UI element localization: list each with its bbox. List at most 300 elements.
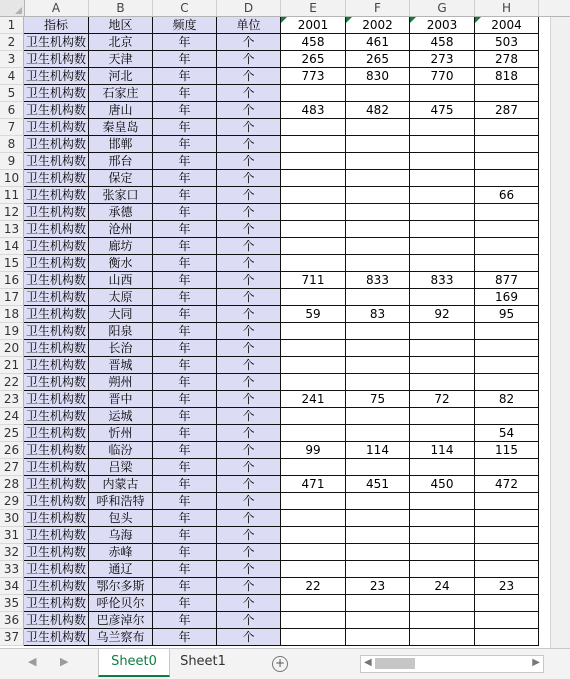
value-cell[interactable]: [475, 255, 539, 272]
value-cell[interactable]: 773: [281, 68, 346, 85]
unit-cell[interactable]: 个: [217, 153, 281, 170]
region-cell[interactable]: 吕梁: [89, 459, 153, 476]
value-cell[interactable]: [475, 374, 539, 391]
region-cell[interactable]: 石家庄: [89, 85, 153, 102]
value-cell[interactable]: 75: [346, 391, 410, 408]
value-cell[interactable]: 95: [475, 306, 539, 323]
unit-cell[interactable]: 个: [217, 187, 281, 204]
column-header-f[interactable]: F: [346, 0, 410, 16]
unit-cell[interactable]: 个: [217, 425, 281, 442]
value-cell[interactable]: [281, 374, 346, 391]
value-cell[interactable]: [410, 119, 475, 136]
value-cell[interactable]: 24: [410, 578, 475, 595]
frequency-cell[interactable]: 年: [153, 442, 217, 459]
indicator-cell[interactable]: 卫生机构数: [24, 170, 89, 187]
unit-cell[interactable]: 个: [217, 561, 281, 578]
value-cell[interactable]: 833: [410, 272, 475, 289]
value-cell[interactable]: [475, 153, 539, 170]
next-sheet-icon[interactable]: ▶: [60, 655, 69, 668]
indicator-cell[interactable]: 卫生机构数: [24, 85, 89, 102]
value-cell[interactable]: [475, 221, 539, 238]
value-cell[interactable]: [475, 119, 539, 136]
value-cell[interactable]: [475, 595, 539, 612]
row-header[interactable]: 6: [0, 102, 24, 119]
vertical-scrollbar[interactable]: [550, 17, 570, 648]
value-cell[interactable]: 503: [475, 34, 539, 51]
region-cell[interactable]: 朔州: [89, 374, 153, 391]
row-header[interactable]: 7: [0, 119, 24, 136]
region-cell[interactable]: 巴彦淖尔: [89, 612, 153, 629]
value-cell[interactable]: [410, 170, 475, 187]
indicator-cell[interactable]: 卫生机构数: [24, 612, 89, 629]
region-cell[interactable]: 大同: [89, 306, 153, 323]
value-cell[interactable]: [410, 595, 475, 612]
indicator-cell[interactable]: 卫生机构数: [24, 323, 89, 340]
value-cell[interactable]: 287: [475, 102, 539, 119]
value-cell[interactable]: 471: [281, 476, 346, 493]
unit-cell[interactable]: 个: [217, 221, 281, 238]
value-cell[interactable]: [475, 408, 539, 425]
value-cell[interactable]: 451: [346, 476, 410, 493]
row-header[interactable]: 30: [0, 510, 24, 527]
indicator-cell[interactable]: 卫生机构数: [24, 408, 89, 425]
frequency-cell[interactable]: 年: [153, 629, 217, 646]
region-cell[interactable]: 阳泉: [89, 323, 153, 340]
unit-cell[interactable]: 个: [217, 119, 281, 136]
value-cell[interactable]: [346, 85, 410, 102]
value-cell[interactable]: [281, 493, 346, 510]
unit-cell[interactable]: 个: [217, 493, 281, 510]
indicator-cell[interactable]: 卫生机构数: [24, 459, 89, 476]
value-cell[interactable]: [410, 323, 475, 340]
header-year[interactable]: 2001: [281, 17, 346, 34]
column-header-b[interactable]: B: [89, 0, 153, 16]
indicator-cell[interactable]: 卫生机构数: [24, 187, 89, 204]
unit-cell[interactable]: 个: [217, 629, 281, 646]
indicator-cell[interactable]: 卫生机构数: [24, 340, 89, 357]
scroll-thumb[interactable]: [375, 658, 415, 669]
value-cell[interactable]: [410, 255, 475, 272]
value-cell[interactable]: [475, 238, 539, 255]
frequency-cell[interactable]: 年: [153, 544, 217, 561]
value-cell[interactable]: [281, 459, 346, 476]
unit-cell[interactable]: 个: [217, 102, 281, 119]
value-cell[interactable]: [475, 340, 539, 357]
value-cell[interactable]: [410, 612, 475, 629]
value-cell[interactable]: 23: [475, 578, 539, 595]
frequency-cell[interactable]: 年: [153, 408, 217, 425]
unit-cell[interactable]: 个: [217, 85, 281, 102]
region-cell[interactable]: 廊坊: [89, 238, 153, 255]
region-cell[interactable]: 天津: [89, 51, 153, 68]
value-cell[interactable]: [475, 459, 539, 476]
value-cell[interactable]: 450: [410, 476, 475, 493]
value-cell[interactable]: [346, 255, 410, 272]
value-cell[interactable]: [281, 238, 346, 255]
row-header[interactable]: 25: [0, 425, 24, 442]
unit-cell[interactable]: 个: [217, 527, 281, 544]
value-cell[interactable]: 278: [475, 51, 539, 68]
region-cell[interactable]: 张家口: [89, 187, 153, 204]
value-cell[interactable]: [281, 408, 346, 425]
region-cell[interactable]: 晋城: [89, 357, 153, 374]
column-header-c[interactable]: C: [153, 0, 217, 16]
unit-cell[interactable]: 个: [217, 510, 281, 527]
value-cell[interactable]: [410, 153, 475, 170]
value-cell[interactable]: [346, 170, 410, 187]
value-cell[interactable]: [475, 629, 539, 646]
value-cell[interactable]: 115: [475, 442, 539, 459]
unit-cell[interactable]: 个: [217, 578, 281, 595]
value-cell[interactable]: 461: [346, 34, 410, 51]
value-cell[interactable]: 472: [475, 476, 539, 493]
row-header[interactable]: 32: [0, 544, 24, 561]
value-cell[interactable]: [410, 408, 475, 425]
value-cell[interactable]: [410, 357, 475, 374]
value-cell[interactable]: [346, 629, 410, 646]
value-cell[interactable]: [475, 170, 539, 187]
frequency-cell[interactable]: 年: [153, 340, 217, 357]
row-header[interactable]: 16: [0, 272, 24, 289]
frequency-cell[interactable]: 年: [153, 561, 217, 578]
horizontal-scrollbar[interactable]: [360, 655, 544, 673]
value-cell[interactable]: [346, 612, 410, 629]
value-cell[interactable]: 59: [281, 306, 346, 323]
indicator-cell[interactable]: 卫生机构数: [24, 153, 89, 170]
row-header[interactable]: 14: [0, 238, 24, 255]
region-cell[interactable]: 唐山: [89, 102, 153, 119]
value-cell[interactable]: 770: [410, 68, 475, 85]
row-header[interactable]: 24: [0, 408, 24, 425]
value-cell[interactable]: [346, 238, 410, 255]
frequency-cell[interactable]: 年: [153, 323, 217, 340]
row-header[interactable]: 23: [0, 391, 24, 408]
unit-cell[interactable]: 个: [217, 255, 281, 272]
frequency-cell[interactable]: 年: [153, 34, 217, 51]
region-cell[interactable]: 秦皇岛: [89, 119, 153, 136]
row-header[interactable]: 2: [0, 34, 24, 51]
unit-cell[interactable]: 个: [217, 612, 281, 629]
value-cell[interactable]: 458: [410, 34, 475, 51]
row-header[interactable]: 8: [0, 136, 24, 153]
region-cell[interactable]: 临汾: [89, 442, 153, 459]
value-cell[interactable]: [281, 527, 346, 544]
column-header-e[interactable]: E: [281, 0, 346, 16]
column-header-g[interactable]: G: [410, 0, 475, 16]
row-header[interactable]: 5: [0, 85, 24, 102]
add-sheet-icon[interactable]: +: [272, 656, 288, 672]
value-cell[interactable]: [346, 374, 410, 391]
region-cell[interactable]: 沧州: [89, 221, 153, 238]
region-cell[interactable]: 呼伦贝尔: [89, 595, 153, 612]
value-cell[interactable]: [281, 85, 346, 102]
value-cell[interactable]: 99: [281, 442, 346, 459]
row-header[interactable]: 12: [0, 204, 24, 221]
value-cell[interactable]: [410, 204, 475, 221]
region-cell[interactable]: 通辽: [89, 561, 153, 578]
indicator-cell[interactable]: 卫生机构数: [24, 136, 89, 153]
region-cell[interactable]: 乌海: [89, 527, 153, 544]
value-cell[interactable]: [410, 561, 475, 578]
indicator-cell[interactable]: 卫生机构数: [24, 578, 89, 595]
value-cell[interactable]: [281, 561, 346, 578]
value-cell[interactable]: 265: [346, 51, 410, 68]
frequency-cell[interactable]: 年: [153, 204, 217, 221]
row-header[interactable]: 35: [0, 595, 24, 612]
indicator-cell[interactable]: 卫生机构数: [24, 51, 89, 68]
unit-cell[interactable]: 个: [217, 391, 281, 408]
indicator-cell[interactable]: 卫生机构数: [24, 289, 89, 306]
indicator-cell[interactable]: 卫生机构数: [24, 595, 89, 612]
unit-cell[interactable]: 个: [217, 204, 281, 221]
value-cell[interactable]: 273: [410, 51, 475, 68]
value-cell[interactable]: [475, 204, 539, 221]
value-cell[interactable]: 54: [475, 425, 539, 442]
value-cell[interactable]: [410, 289, 475, 306]
value-cell[interactable]: [281, 340, 346, 357]
indicator-cell[interactable]: 卫生机构数: [24, 629, 89, 646]
indicator-cell[interactable]: 卫生机构数: [24, 561, 89, 578]
value-cell[interactable]: [281, 629, 346, 646]
value-cell[interactable]: [346, 493, 410, 510]
region-cell[interactable]: 保定: [89, 170, 153, 187]
column-header-h[interactable]: H: [475, 0, 539, 16]
frequency-cell[interactable]: 年: [153, 595, 217, 612]
value-cell[interactable]: [475, 323, 539, 340]
frequency-cell[interactable]: 年: [153, 119, 217, 136]
value-cell[interactable]: 169: [475, 289, 539, 306]
select-all-corner[interactable]: [0, 0, 25, 16]
value-cell[interactable]: [475, 612, 539, 629]
frequency-cell[interactable]: 年: [153, 425, 217, 442]
value-cell[interactable]: [475, 357, 539, 374]
indicator-cell[interactable]: 卫生机构数: [24, 374, 89, 391]
row-header[interactable]: 36: [0, 612, 24, 629]
row-header[interactable]: 33: [0, 561, 24, 578]
value-cell[interactable]: [346, 136, 410, 153]
value-cell[interactable]: [346, 595, 410, 612]
value-cell[interactable]: 72: [410, 391, 475, 408]
unit-cell[interactable]: 个: [217, 34, 281, 51]
tab-sheet1[interactable]: Sheet1: [180, 654, 226, 669]
frequency-cell[interactable]: 年: [153, 102, 217, 119]
value-cell[interactable]: 711: [281, 272, 346, 289]
value-cell[interactable]: [410, 425, 475, 442]
value-cell[interactable]: [281, 204, 346, 221]
frequency-cell[interactable]: 年: [153, 187, 217, 204]
header-indicator[interactable]: 指标: [24, 17, 89, 34]
value-cell[interactable]: 475: [410, 102, 475, 119]
value-cell[interactable]: [410, 510, 475, 527]
value-cell[interactable]: [346, 544, 410, 561]
value-cell[interactable]: 22: [281, 578, 346, 595]
row-header[interactable]: 11: [0, 187, 24, 204]
row-header[interactable]: 20: [0, 340, 24, 357]
region-cell[interactable]: 邢台: [89, 153, 153, 170]
indicator-cell[interactable]: 卫生机构数: [24, 255, 89, 272]
region-cell[interactable]: 内蒙古: [89, 476, 153, 493]
value-cell[interactable]: [346, 340, 410, 357]
region-cell[interactable]: 河北: [89, 68, 153, 85]
row-header[interactable]: 19: [0, 323, 24, 340]
indicator-cell[interactable]: 卫生机构数: [24, 306, 89, 323]
indicator-cell[interactable]: 卫生机构数: [24, 493, 89, 510]
value-cell[interactable]: [281, 510, 346, 527]
row-header[interactable]: 3: [0, 51, 24, 68]
frequency-cell[interactable]: 年: [153, 459, 217, 476]
frequency-cell[interactable]: 年: [153, 306, 217, 323]
unit-cell[interactable]: 个: [217, 357, 281, 374]
value-cell[interactable]: 114: [410, 442, 475, 459]
value-cell[interactable]: [346, 323, 410, 340]
value-cell[interactable]: [281, 170, 346, 187]
value-cell[interactable]: [410, 493, 475, 510]
region-cell[interactable]: 包头: [89, 510, 153, 527]
value-cell[interactable]: [346, 425, 410, 442]
indicator-cell[interactable]: 卫生机构数: [24, 442, 89, 459]
value-cell[interactable]: 483: [281, 102, 346, 119]
region-cell[interactable]: 衡水: [89, 255, 153, 272]
value-cell[interactable]: [346, 510, 410, 527]
region-cell[interactable]: 太原: [89, 289, 153, 306]
value-cell[interactable]: [346, 527, 410, 544]
indicator-cell[interactable]: 卫生机构数: [24, 272, 89, 289]
scroll-right-icon[interactable]: ▶: [532, 657, 540, 668]
unit-cell[interactable]: 个: [217, 170, 281, 187]
frequency-cell[interactable]: 年: [153, 238, 217, 255]
indicator-cell[interactable]: 卫生机构数: [24, 510, 89, 527]
region-cell[interactable]: 山西: [89, 272, 153, 289]
value-cell[interactable]: [281, 323, 346, 340]
frequency-cell[interactable]: 年: [153, 153, 217, 170]
region-cell[interactable]: 北京: [89, 34, 153, 51]
prev-sheet-icon[interactable]: ◀: [28, 655, 37, 668]
value-cell[interactable]: [346, 204, 410, 221]
row-header[interactable]: 27: [0, 459, 24, 476]
value-cell[interactable]: [281, 595, 346, 612]
value-cell[interactable]: 23: [346, 578, 410, 595]
value-cell[interactable]: [281, 187, 346, 204]
indicator-cell[interactable]: 卫生机构数: [24, 102, 89, 119]
indicator-cell[interactable]: 卫生机构数: [24, 527, 89, 544]
indicator-cell[interactable]: 卫生机构数: [24, 357, 89, 374]
value-cell[interactable]: 83: [346, 306, 410, 323]
unit-cell[interactable]: 个: [217, 323, 281, 340]
value-cell[interactable]: [281, 357, 346, 374]
value-cell[interactable]: [281, 153, 346, 170]
value-cell[interactable]: [346, 408, 410, 425]
header-year[interactable]: 2002: [346, 17, 410, 34]
value-cell[interactable]: [410, 340, 475, 357]
row-header-1[interactable]: 1: [0, 17, 24, 34]
row-header[interactable]: 18: [0, 306, 24, 323]
row-header[interactable]: 28: [0, 476, 24, 493]
frequency-cell[interactable]: 年: [153, 51, 217, 68]
header-year[interactable]: 2003: [410, 17, 475, 34]
value-cell[interactable]: 114: [346, 442, 410, 459]
value-cell[interactable]: 82: [475, 391, 539, 408]
frequency-cell[interactable]: 年: [153, 578, 217, 595]
tab-sheet0[interactable]: Sheet0: [98, 649, 170, 677]
header-region[interactable]: 地区: [89, 17, 153, 34]
frequency-cell[interactable]: 年: [153, 357, 217, 374]
row-header[interactable]: 34: [0, 578, 24, 595]
region-cell[interactable]: 呼和浩特: [89, 493, 153, 510]
row-header[interactable]: 29: [0, 493, 24, 510]
unit-cell[interactable]: 个: [217, 408, 281, 425]
indicator-cell[interactable]: 卫生机构数: [24, 391, 89, 408]
value-cell[interactable]: [346, 357, 410, 374]
unit-cell[interactable]: 个: [217, 340, 281, 357]
value-cell[interactable]: 482: [346, 102, 410, 119]
row-header[interactable]: 10: [0, 170, 24, 187]
indicator-cell[interactable]: 卫生机构数: [24, 119, 89, 136]
value-cell[interactable]: [346, 187, 410, 204]
unit-cell[interactable]: 个: [217, 68, 281, 85]
value-cell[interactable]: [410, 221, 475, 238]
column-header-d[interactable]: D: [217, 0, 281, 16]
value-cell[interactable]: [346, 221, 410, 238]
indicator-cell[interactable]: 卫生机构数: [24, 34, 89, 51]
indicator-cell[interactable]: 卫生机构数: [24, 204, 89, 221]
header-frequency[interactable]: 频度: [153, 17, 217, 34]
value-cell[interactable]: [281, 612, 346, 629]
frequency-cell[interactable]: 年: [153, 85, 217, 102]
frequency-cell[interactable]: 年: [153, 510, 217, 527]
value-cell[interactable]: [410, 459, 475, 476]
row-header[interactable]: 4: [0, 68, 24, 85]
value-cell[interactable]: [410, 629, 475, 646]
value-cell[interactable]: [410, 136, 475, 153]
value-cell[interactable]: [410, 187, 475, 204]
row-header[interactable]: 21: [0, 357, 24, 374]
row-header[interactable]: 22: [0, 374, 24, 391]
column-header-a[interactable]: A: [24, 0, 89, 16]
indicator-cell[interactable]: 卫生机构数: [24, 425, 89, 442]
unit-cell[interactable]: 个: [217, 289, 281, 306]
header-unit[interactable]: 单位: [217, 17, 281, 34]
region-cell[interactable]: 乌兰察布: [89, 629, 153, 646]
value-cell[interactable]: [475, 85, 539, 102]
region-cell[interactable]: 赤峰: [89, 544, 153, 561]
value-cell[interactable]: [281, 221, 346, 238]
value-cell[interactable]: [475, 527, 539, 544]
frequency-cell[interactable]: 年: [153, 476, 217, 493]
value-cell[interactable]: [410, 238, 475, 255]
value-cell[interactable]: [346, 289, 410, 306]
unit-cell[interactable]: 个: [217, 544, 281, 561]
region-cell[interactable]: 运城: [89, 408, 153, 425]
frequency-cell[interactable]: 年: [153, 170, 217, 187]
value-cell[interactable]: [281, 136, 346, 153]
value-cell[interactable]: [281, 119, 346, 136]
scroll-left-icon[interactable]: ◀: [364, 657, 372, 668]
unit-cell[interactable]: 个: [217, 51, 281, 68]
value-cell[interactable]: [475, 544, 539, 561]
value-cell[interactable]: [475, 493, 539, 510]
region-cell[interactable]: 忻州: [89, 425, 153, 442]
value-cell[interactable]: 265: [281, 51, 346, 68]
region-cell[interactable]: 承德: [89, 204, 153, 221]
frequency-cell[interactable]: 年: [153, 374, 217, 391]
frequency-cell[interactable]: 年: [153, 221, 217, 238]
value-cell[interactable]: 458: [281, 34, 346, 51]
unit-cell[interactable]: 个: [217, 442, 281, 459]
unit-cell[interactable]: 个: [217, 306, 281, 323]
value-cell[interactable]: [281, 255, 346, 272]
frequency-cell[interactable]: 年: [153, 136, 217, 153]
value-cell[interactable]: 833: [346, 272, 410, 289]
